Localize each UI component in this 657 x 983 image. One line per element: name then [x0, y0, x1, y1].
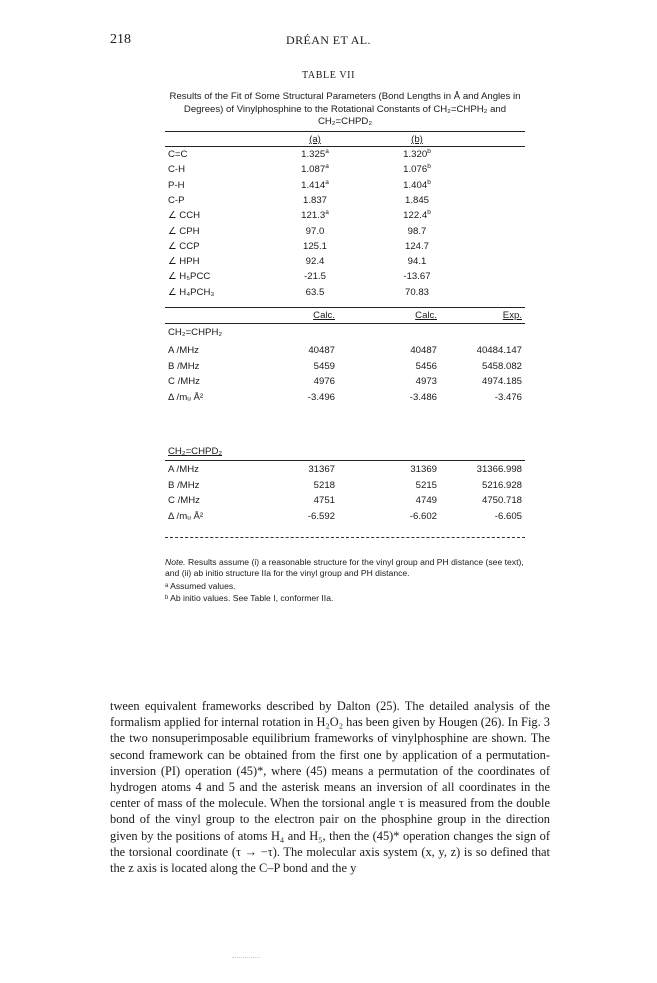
column-header: (b) — [411, 134, 423, 145]
calc-value: 40487 — [410, 345, 437, 356]
param-value-b: 94.1 — [407, 256, 427, 268]
page-number: 218 — [110, 32, 131, 47]
param-label: ∠ CCH — [168, 210, 201, 222]
footnote-mark: a — [325, 163, 329, 171]
header-rule — [165, 323, 525, 324]
param-label: ∠ CCP — [168, 240, 200, 252]
param-value-b: -13.67 — [403, 271, 431, 283]
param-value-b: 1.320$^b$ — [403, 148, 431, 160]
note-text: Results assume (i) a reasonable structure for the vinyl group and PH distance (see text), and (ii) ab initio structure IIa for the vinyl group and PH distance. — [165, 557, 524, 578]
param-label: ∠ HPH — [168, 256, 200, 268]
calc-value: 4751 — [313, 495, 335, 506]
exp-value: 40484.147 — [476, 345, 522, 356]
footnote-a: ᵃ Assumed values. — [165, 581, 236, 591]
column-header: Exp. — [502, 310, 522, 321]
param-value-a: 63.5 — [305, 286, 325, 298]
param-label: C=C — [168, 149, 188, 160]
exp-value: -3.476 — [494, 391, 522, 403]
param-value-b: 70.83 — [404, 286, 429, 298]
param-value-a: 1.414$^a$ — [301, 178, 329, 191]
param-value-b: 122.4$^b$ — [403, 209, 431, 222]
param-value-a: 125.1 — [302, 240, 327, 252]
footnote-mark: a — [325, 178, 329, 186]
param-label: ∠ H₄PCH₃ — [168, 286, 215, 298]
calc-value: 4976 — [313, 376, 335, 387]
group-rule — [165, 460, 525, 461]
calc-value: 5215 — [415, 479, 437, 491]
table-bottom-rule — [165, 537, 525, 538]
row-label: Δ /mᵤ Å² — [168, 391, 204, 403]
footnote-mark: a — [325, 148, 329, 155]
body-paragraph: tween equivalent frameworks described by Dalton (25). The detailed analysis of the formalism applied for internal rotation in H₂O₂ has been given by Hougen (26). In Fig. 3 the two nonsuperimposable equilibrium frameworks of vinylphosphine are shown. The second framework can be obtained from the first one by application of a permutation-inversion (PI) operation (45)*, where (45) means a permutation of the coordinates of hydrogen atoms 4 and 5 and the asterisk means an inversion of all coordinates in the center of mass of the molecule. When the torsional angle τ is measured from the double bond of the vinyl group to the electron pair on the phosphine group in the direction given by the positions of atoms H₄ and H₅, then the (45)* operation changes the sign of the torsional coordinate (τ → −τ). The molecular axis system (x, y, z) is so defined that the z axis is located along the C–P bond and the y — [110, 699, 550, 876]
param-label: ∠ CPH — [168, 225, 200, 237]
exp-value: 31366.998 — [476, 464, 522, 475]
footnote-mark: b — [427, 209, 431, 217]
exp-value: 4974.185 — [481, 376, 522, 387]
param-value-a: 97.0 — [305, 225, 325, 237]
footnote-mark: b — [427, 163, 431, 171]
calc-value: 5456 — [415, 360, 437, 372]
row-label: A /MHz — [168, 345, 199, 356]
row-label: C /MHz — [168, 495, 200, 506]
footnote-mark: b — [427, 148, 431, 155]
param-label: C-P — [168, 194, 185, 206]
row-label: C /MHz — [168, 376, 200, 387]
table-top-rule — [165, 131, 525, 132]
column-header: Calc. — [415, 310, 437, 321]
section-rule — [165, 307, 525, 308]
param-label: C-H — [168, 164, 186, 176]
param-value-a: 1.837 — [302, 194, 327, 206]
row-label: A /MHz — [168, 464, 199, 475]
calc-value: -3.496 — [307, 391, 335, 403]
param-value-b: 1.404$^b$ — [403, 178, 431, 191]
group-name: CH₂=CHPH₂ — [168, 327, 223, 338]
calc-value: 5459 — [313, 360, 335, 372]
calc-value: -6.602 — [409, 510, 437, 522]
exp-value: 5458.082 — [481, 360, 522, 372]
header-rule — [165, 146, 525, 147]
running-head: DRÉAN ET AL. — [286, 33, 371, 47]
calc-value: 4973 — [415, 376, 437, 387]
param-value-b: 1.076$^b$ — [403, 163, 431, 176]
table-caption: Results of the Fit of Some Structural Parameters (Bond Lengths in Å and Angles in Degrees) of Vinylphosphine to the Rotational Constants of CH₂=CHPH₂ and CH₂=CHPD₂ — [169, 91, 521, 127]
row-label: B /MHz — [168, 360, 200, 372]
note-label: Note. — [165, 557, 186, 567]
param-value-a: 121.3$^a$ — [301, 209, 329, 222]
table-note — [165, 557, 525, 579]
calc-value: -3.486 — [409, 391, 437, 403]
bottom-mark — [232, 957, 260, 958]
calc-value: 40487 — [308, 345, 335, 356]
footnote-b: ᵇ Ab initio values. See Table I, conformer IIa. — [165, 593, 334, 603]
param-value-b: 1.845 — [404, 194, 429, 206]
exp-value: 4750.718 — [481, 495, 522, 506]
param-value-a: 1.087$^a$ — [301, 163, 329, 176]
param-value-a: 1.325$^a$ — [301, 148, 329, 160]
param-value-b: 124.7 — [404, 240, 429, 252]
exp-value: -6.605 — [494, 510, 522, 522]
calc-value: 4749 — [415, 495, 437, 506]
footnote-mark: a — [325, 209, 329, 217]
row-label: Δ /mᵤ Å² — [168, 510, 204, 522]
column-header: (a) — [309, 134, 321, 145]
param-label: P-H — [168, 179, 185, 191]
param-value-a: -21.5 — [304, 271, 326, 283]
row-label: B /MHz — [168, 479, 200, 491]
param-value-b: 98.7 — [407, 225, 427, 237]
param-label: ∠ H₅PCC — [168, 271, 211, 283]
footnote-mark: b — [427, 178, 431, 186]
calc-value: 31367 — [308, 464, 335, 475]
calc-value: 31369 — [410, 464, 437, 475]
param-value-a: 92.4 — [305, 256, 325, 268]
calc-value: 5218 — [313, 479, 335, 491]
group-name: CH₂=CHPD₂ — [168, 446, 223, 457]
table-title: TABLE VII — [301, 70, 356, 81]
exp-value: 5216.928 — [481, 479, 522, 491]
column-header: Calc. — [313, 310, 335, 321]
calc-value: -6.592 — [307, 510, 335, 522]
